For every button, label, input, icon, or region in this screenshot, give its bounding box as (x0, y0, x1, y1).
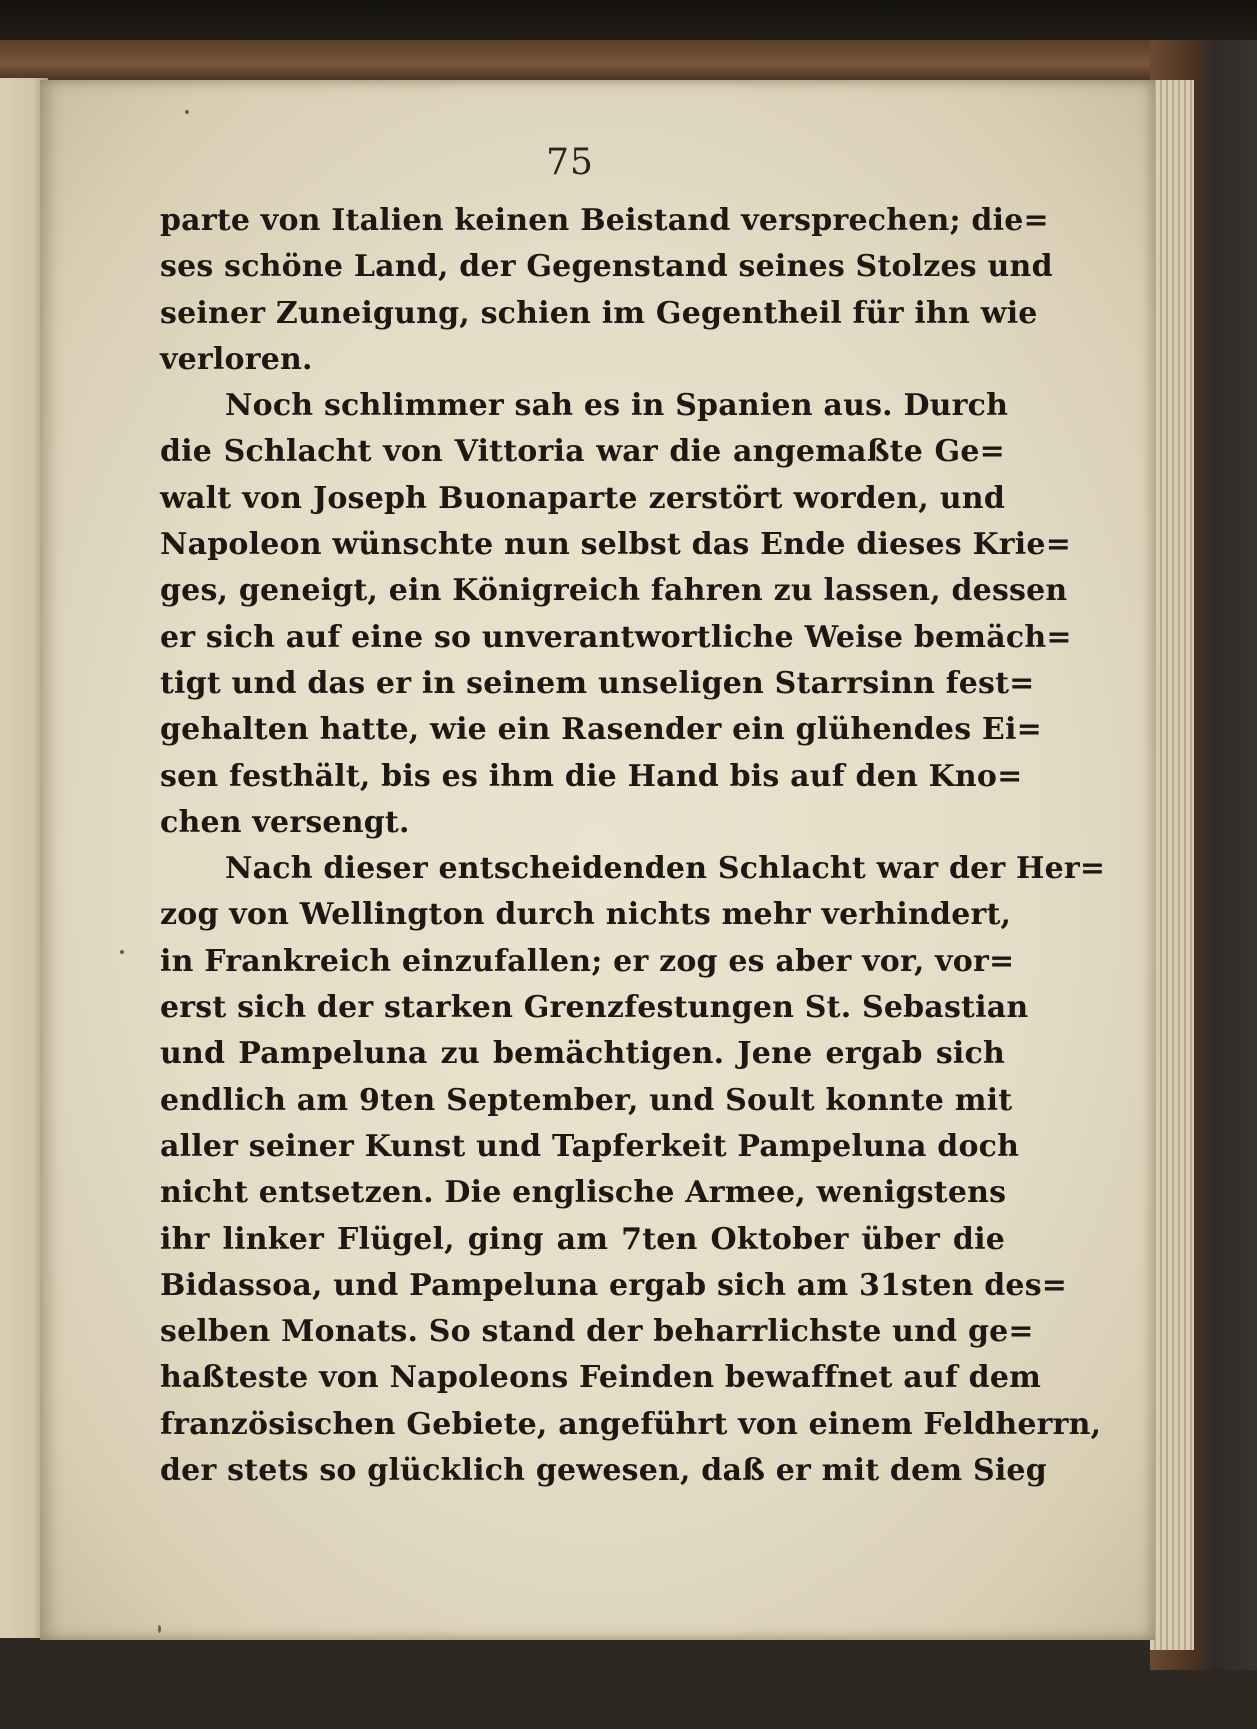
text-line: verloren. (160, 341, 313, 377)
text-line: selben Monats. So stand der beharrlichste und ge= (160, 1314, 1034, 1350)
paper-speck (185, 110, 189, 114)
text-line: Napoleon wünschte nun selbst das Ende dieses Krie= (160, 527, 1072, 563)
text-line: sen festhält, bis es ihm die Hand bis auf den Kno= (160, 758, 1023, 794)
text-line: erst sich der starken Grenzfestungen St. Sebastian (160, 990, 1029, 1026)
text-line: nicht entsetzen. Die englische Armee, wenigstens (160, 1175, 1007, 1211)
text-line: französischen Gebiete, angeführt von einem Feldherrn, (160, 1406, 1102, 1442)
paper-speck (158, 1625, 161, 1633)
text-line: chen versengt. (160, 804, 410, 840)
page-number: 75 (546, 142, 594, 183)
text-line: die Schlacht von Vittoria war die angemaßte Ge= (160, 434, 1005, 470)
text-line: aller seiner Kunst und Tapferkeit Pampeluna doch (160, 1128, 1020, 1164)
text-line: tigt und das er in seinem unseligen Starrsinn fest= (160, 665, 1035, 701)
page-stack-edge (1150, 80, 1194, 1650)
text-line: ihr linker Flügel, ging am 7ten Oktober über die (160, 1221, 1005, 1257)
text-line: und Pampeluna zu bemächtigen. Jene ergab sich (160, 1036, 1005, 1072)
text-line: ges, geneigt, ein Königreich fahren zu lassen, dessen (160, 573, 1068, 609)
body-text (160, 198, 1106, 1494)
text-line: ses schöne Land, der Gegenstand seines Stolzes und (160, 249, 1053, 285)
book-cover-top-edge (0, 40, 1257, 80)
text-line: gehalten hatte, wie ein Rasender ein glühendes Ei= (160, 712, 1042, 748)
text-line: Bidassoa, und Pampeluna ergab sich am 31sten des= (160, 1267, 1068, 1303)
text-line: endlich am 9ten September, und Soult konnte mit (160, 1082, 1013, 1118)
text-line: er sich auf eine so unverantwortliche Weise bemäch= (160, 619, 1072, 655)
text-line: haßteste von Napoleons Feinden bewaffnet auf dem (160, 1360, 1042, 1396)
text-line: parte von Italien keinen Beistand versprechen; die= (160, 203, 1049, 238)
paper-speck (120, 950, 124, 954)
text-line: in Frankreich einzufallen; er zog es aber vor, vor= (160, 943, 1015, 979)
text-line: Noch schlimmer sah es in Spanien aus. Durch (225, 388, 1009, 424)
text-line: zog von Wellington durch nichts mehr verhindert, (160, 897, 1012, 933)
text-line: walt von Joseph Buonaparte zerstört worden, und (160, 480, 1005, 516)
text-line: der stets so glücklich gewesen, daß er mit dem Sieg (160, 1453, 1047, 1489)
text-line: Nach dieser entscheidenden Schlacht war der Her= (225, 851, 1106, 887)
text-line: seiner Zuneigung, schien im Gegentheil für ihn wie (160, 295, 1038, 331)
